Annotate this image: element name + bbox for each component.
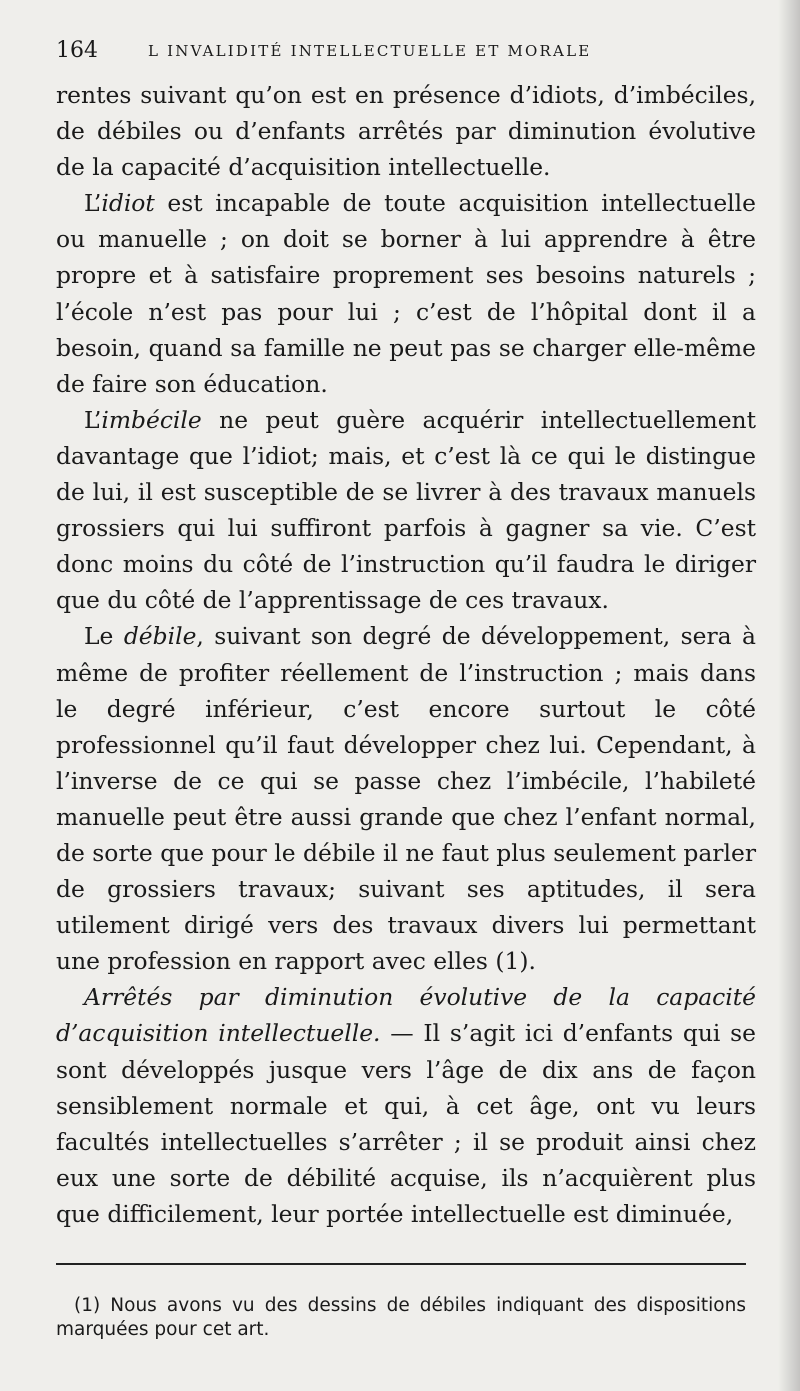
paragraph-text: est incapable de toute acquisition intellectuelle ou manuelle ; on doit se borner à lui apprendre à être propre et à satisfaire proprement ses besoins naturels ; l’école n’est pas pour lui ; c’est de l’hôpital dont il a besoin, quand sa famille ne peut pas se charger elle-même de faire son éducation. [56,189,756,398]
paragraph-debile [56,618,756,979]
body-text [56,77,756,1232]
paragraph-lead: L’ [84,405,102,434]
footnote-rule [56,1263,746,1265]
paragraph-1: rentes suivant qu’on est en présence d’idiots, d’imbéciles, de débiles ou d’enfants arrêtés par diminution évolutive de la capacité d’acquisition intellectuelle. [56,81,756,182]
footnote-text: (1) Nous avons vu des dessins de débiles indiquant des dispositions marquées pour cet art. [56,1295,746,1340]
paragraph-lead: Le [84,622,124,651]
page-header [56,38,756,68]
paragraph-text: , suivant son degré de développement, sera à même de profiter réellement de l’instruction ; mais dans le degré inférieur, c’est encore surtout le côté professionnel qu’il faut développer chez lui. Cependant, à l’inverse de ce qui se passe chez l’imbécile, l’habileté manuelle peut être aussi grande que chez l’enfant normal, de sorte que pour le débile il ne faut plus seulement parler de grossiers travaux; suivant ses aptitudes, il sera utilement dirigé vers des travaux divers lui permettant une profession en rapport avec elles (1). [56,622,757,976]
paragraph-idiot [56,185,756,402]
term-idiot: idiot [101,189,155,218]
page-edge-shadow [778,0,800,1391]
term-imbecile: imbécile [101,405,202,434]
paragraph-text: — Il s’agit ici d’enfants qui se sont développés jusque vers l’âge de dix ans de façon sensiblement normale et qui, à cet âge, ont vu leurs facultés intellectuelles s’arrêter ; il se produit ainsi chez eux une sorte de débilité acquise, ils n’acquièrent plus que difficilement, leur portée intellectuelle est diminuée, [56,1019,756,1228]
footnote [56,1294,746,1342]
paragraph-lead: L’ [84,189,102,218]
running-title: L INVALIDITÉ INTELLECTUELLE ET MORALE [148,42,592,60]
term-debile: débile [123,622,197,651]
term-arretes: Arrêtés par diminution évolutive de la capacité d’acquisition intellectuelle. [56,983,756,1048]
paragraph-arretes [56,979,756,1232]
paragraph-text: ne peut guère acquérir intellectuellement davantage que l’idiot; mais, et c’est là ce qui le distingue de lui, il est susceptible de se livrer à des travaux manuels grossiers qui lui suffiront parfois à gagner sa vie. C’est donc moins du côté de l’instruction qu’il faudra le diriger que du côté de l’apprentissage de ces travaux. [56,405,756,615]
paragraph-imbecile [56,402,756,619]
page-number: 164 [56,38,98,63]
